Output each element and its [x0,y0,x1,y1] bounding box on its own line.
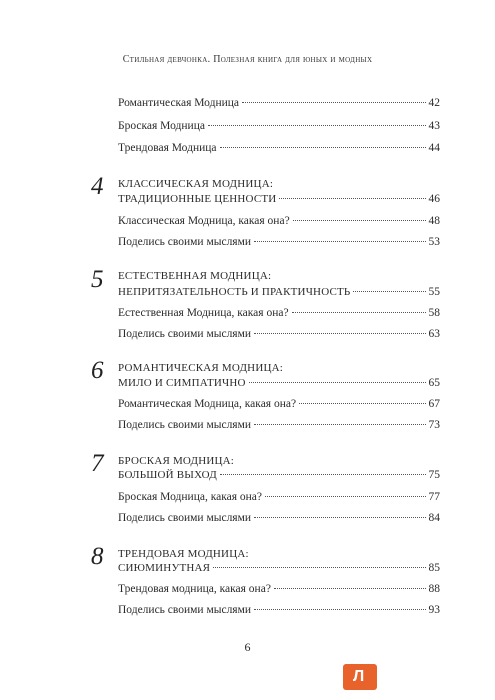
toc-entry-title: Поделись своими мыслями [118,604,252,616]
chapter-title-line1[interactable]: КЛАССИЧЕСКАЯ МОДНИЦА: [118,178,274,190]
dot-leader [254,609,425,610]
toc-entry[interactable] [118,215,440,231]
toc-entry-page: 93 [428,604,440,616]
toc-entry[interactable] [118,491,440,507]
chapter-page: 46 [428,193,440,205]
toc-entry-page: 42 [428,97,440,109]
chapter-title-entry[interactable] [118,469,440,485]
chapter-title-entry[interactable] [118,286,440,302]
toc-entry[interactable] [118,236,440,252]
dot-leader [254,424,425,425]
chapter-number: 8 [91,543,104,570]
toc-entry-title: Поделись своими мыслями [118,236,252,248]
chapter-page: 65 [428,377,440,389]
chapter-number: 4 [91,173,104,200]
dot-leader [274,588,426,589]
toc-entry[interactable] [118,419,440,435]
dot-leader [353,291,425,292]
toc-entry-title: Классическая Модница, какая она? [118,215,290,227]
toc-entry[interactable] [118,142,440,158]
dot-leader [292,312,426,313]
dot-leader [220,147,426,148]
chapter-number: 6 [91,357,104,384]
chapter-title-line2: НЕПРИТЯЗАТЕЛЬНОСТЬ И ПРАКТИЧНОСТЬ [118,286,351,298]
toc-entry-page: 43 [428,120,440,132]
dot-leader [265,496,425,497]
dot-leader [254,241,425,242]
chapter-title-line1[interactable]: РОМАНТИЧЕСКАЯ МОДНИЦА: [118,362,284,374]
chapter-page: 75 [428,469,440,481]
chapter-title-line1[interactable]: БРОСКАЯ МОДНИЦА: [118,455,235,467]
toc-entry-title: Романтическая Модница [118,97,240,109]
toc-entry[interactable] [118,583,440,599]
chapter-title-line2: СИЮМИНУТНАЯ [118,562,211,574]
chapter-title-line1[interactable]: ЕСТЕСТВЕННАЯ МОДНИЦА: [118,270,272,282]
dot-leader [242,102,425,103]
dot-leader [279,198,425,199]
toc-entry-page: 53 [428,236,440,248]
chapter-number: 5 [91,266,104,293]
toc-entry-title: Естественная Модница, какая она? [118,307,289,319]
dot-leader [299,403,425,404]
chapter-title-entry[interactable] [118,193,440,209]
publisher-logo-icon [343,664,377,690]
chapter-title-line2: БОЛЬШОЙ ВЫХОД [118,469,217,481]
running-header: Стильная девчонка. Полезная книга для юных и модных [122,54,373,65]
dot-leader [208,125,426,126]
toc-entry[interactable] [118,398,440,414]
toc-entry-title: Поделись своими мыслями [118,328,252,340]
toc-entry-page: 58 [428,307,440,319]
dot-leader [254,333,425,334]
toc-entry-title: Поделись своими мыслями [118,419,252,431]
toc-entry-page: 44 [428,142,440,154]
chapter-number: 7 [91,450,104,477]
toc-entry-page: 77 [428,491,440,503]
chapter-page: 85 [428,562,440,574]
toc-entry-title: Поделись своими мыслями [118,512,252,524]
toc-entry[interactable] [118,604,440,620]
toc-entry-page: 88 [428,583,440,595]
chapter-title-line2: МИЛО И СИМПАТИЧНО [118,377,246,389]
toc-entry[interactable] [118,512,440,528]
toc-entry[interactable] [118,328,440,344]
toc-entry-page: 63 [428,328,440,340]
dot-leader [249,382,426,383]
dot-leader [220,474,426,475]
toc-entry-title: Броская Модница [118,120,205,132]
dot-leader [213,567,425,568]
dot-leader [254,517,425,518]
publisher-logo-letter: Л [353,668,365,685]
toc-entry-title: Броская Модница, какая она? [118,491,263,503]
toc-entry-title: Трендовая модница, какая она? [118,583,271,595]
chapter-title-line1[interactable]: ТРЕНДОВАЯ МОДНИЦА: [118,548,249,560]
toc-entry[interactable] [118,307,440,323]
chapter-title-line2: ТРАДИЦИОННЫЕ ЦЕННОСТИ [118,193,277,205]
chapter-title-entry[interactable] [118,377,440,393]
toc-entry-title: Романтическая Модница, какая она? [118,398,297,410]
toc-entry-title: Трендовая Модница [118,142,217,154]
chapter-page: 55 [428,286,440,298]
toc-entry[interactable] [118,120,440,136]
toc-entry-page: 73 [428,419,440,431]
dot-leader [293,220,426,221]
toc-entry-page: 67 [428,398,440,410]
chapter-title-entry[interactable] [118,562,440,578]
toc-entry-page: 84 [428,512,440,524]
page-number: 6 [244,640,251,654]
toc-entry-page: 48 [428,215,440,227]
toc-entry[interactable] [118,97,440,113]
